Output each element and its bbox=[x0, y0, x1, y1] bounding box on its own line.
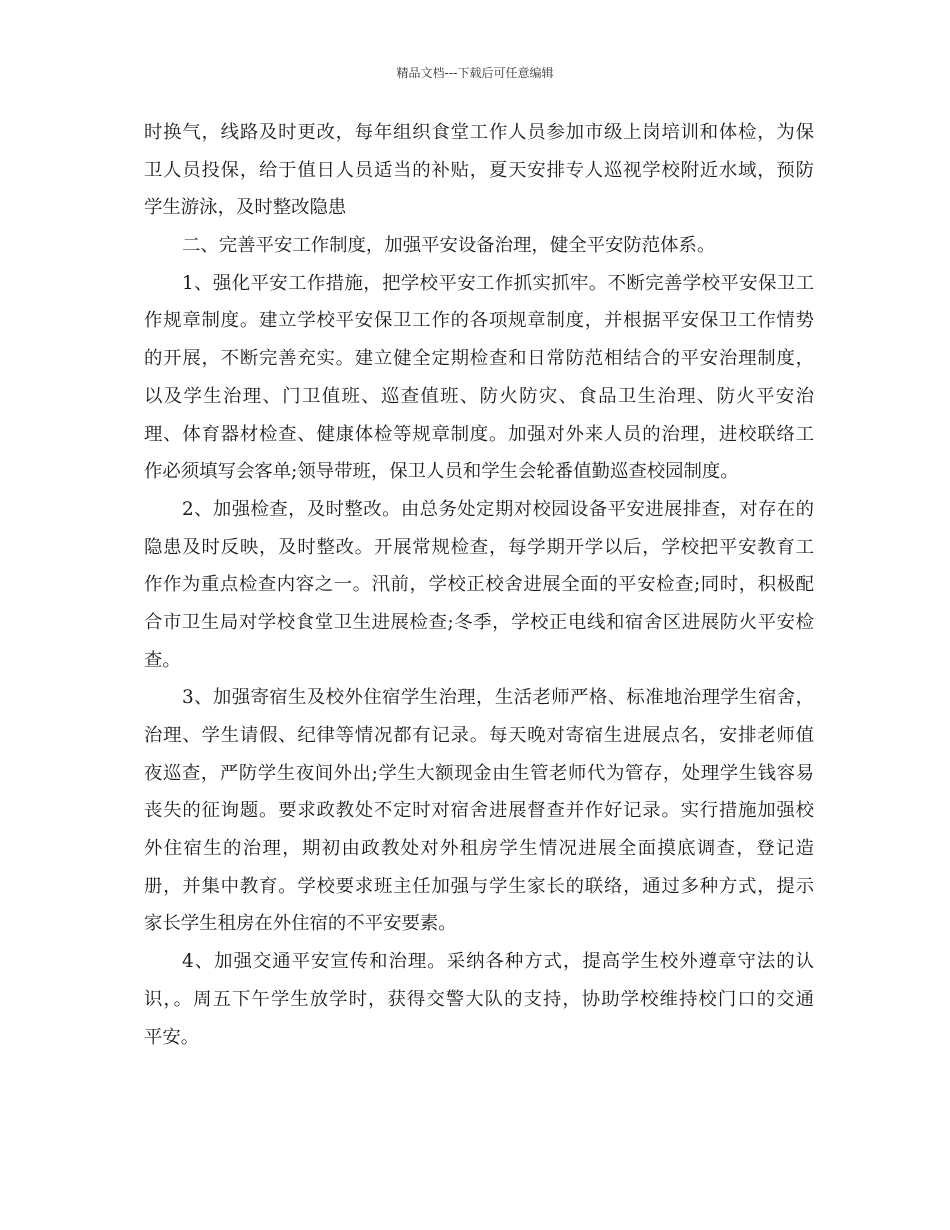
text-line: 夜巡查，严防学生夜间外出;学生大额现金由生管老师代为管存，处理学生钱容易 bbox=[144, 762, 814, 784]
text-line: 理、体育器材检查、健康体检等规章制度。加强对外来人员的治理，进校联络工 bbox=[144, 423, 814, 445]
text-line: 作规章制度。建立学校平安保卫工作的各项规章制度，并根据平安保卫工作情势 bbox=[144, 310, 814, 332]
text-line: 治理、学生请假、纪律等情况都有记录。每天晚对寄宿生进展点名，安排老师值 bbox=[144, 725, 814, 746]
text-line: 外住宿生的治理，期初由政教处对外租房学生情况进展全面摸底调查，登记造 bbox=[144, 838, 814, 860]
text-line: 隐患及时反映，及时整改。开展常规检查，每学期开学以后，学校把平安教育工 bbox=[144, 536, 814, 558]
text-line: 学生游泳，及时整改隐患 bbox=[144, 197, 347, 219]
text-line: 时换气，线路及时更改，每年组织食堂工作人员参加市级上岗培训和体检，为保 bbox=[144, 122, 814, 143]
text-line: 识，。周五下午学生放学时，获得交警大队的支持，协助学校维持校门口的交通 bbox=[144, 988, 814, 1010]
page-header: 精品文档---下载后可任意编辑 bbox=[396, 66, 554, 80]
text-line: 作必须填写会客单;领导带班，保卫人员和学生会轮番值勤巡查校园制度。 bbox=[144, 461, 739, 483]
text-line: 1、强化平安工作措施，把学校平安工作抓实抓牢。不断完善学校平安保卫工 bbox=[182, 272, 814, 294]
document-body bbox=[144, 114, 814, 1056]
text-line: 丧失的征询题。要求政教处不定时对宿舍进展督查并作好记录。实行措施加强校 bbox=[144, 800, 814, 822]
text-line: 以及学生治理、门卫值班、巡查值班、防火防灾、食品卫生治理、防火平安治 bbox=[144, 385, 814, 407]
text-line: 册，并集中教育。学校要求班主任加强与学生家长的联络，通过多种方式，提示 bbox=[144, 875, 814, 897]
text-line: 作作为重点检查内容之一。汛前，学校正校舍进展全面的平安检查;同时，积极配 bbox=[144, 574, 814, 596]
text-line: 查。 bbox=[144, 649, 181, 671]
text-line: 4、加强交通平安宣传和治理。采纳各种方式，提高学生校外遵章守法的认 bbox=[182, 951, 814, 973]
text-line: 3、加强寄宿生及校外住宿学生治理，生活老师严格、标准地治理学生宿舍， bbox=[182, 687, 814, 709]
text-line: 平安。 bbox=[144, 1026, 200, 1048]
text-line: 合市卫生局对学校食堂卫生进展检查;冬季，学校正电线和宿舍区进展防火平安检 bbox=[144, 611, 814, 633]
text-line: 的开展，不断完善充实。建立健全定期检查和日常防范相结合的平安治理制度， bbox=[144, 348, 814, 370]
text-line: 2、加强检查，及时整改。由总务处定期对校园设备平安进展排查，对存在的 bbox=[182, 498, 814, 520]
text-line: 家长学生租房在外住宿的不平安要素。 bbox=[144, 913, 457, 935]
text-line: 卫人员投保，给于值日人员适当的补贴，夏天安排专人巡视学校附近水域，预防 bbox=[144, 159, 814, 181]
section-heading: 二、完善平安工作制度，加强平安设备治理，健全平安防范体系。 bbox=[182, 235, 716, 257]
